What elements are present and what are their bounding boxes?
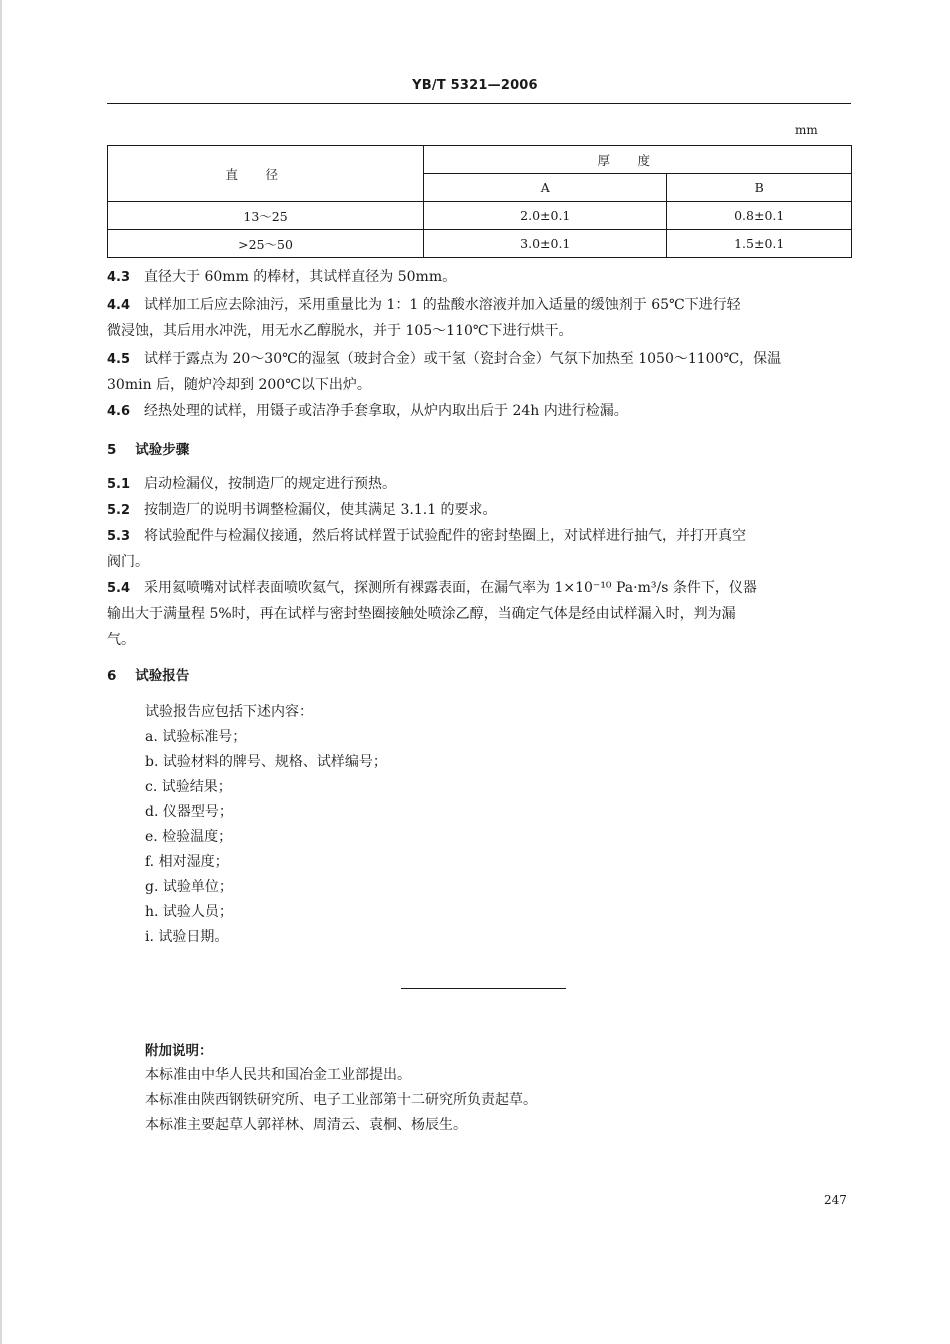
clause-4-5-cont: 30min 后，随炉冷却到 200℃以下出炉。	[107, 377, 371, 393]
clause-number: 5.2	[107, 503, 131, 518]
clause-text: 经热处理的试样，用镊子或洁净手套拿取，从炉内取出后于 24h 内进行检漏。	[144, 403, 628, 419]
clause-4-4-cont: 微浸蚀，其后用水冲洗，用无水乙醇脱水，并于 105～110℃下进行烘干。	[107, 323, 573, 339]
appendix-line: 本标准由中华人民共和国冶金工业部提出。	[145, 1067, 411, 1083]
clause-5-1	[107, 473, 396, 493]
clause-5-4-cont2: 气。	[107, 632, 135, 648]
clause-4-6	[107, 400, 628, 420]
clause-text: 按制造厂的说明书调整检漏仪，使其满足 3.1.1 的要求。	[144, 502, 497, 518]
clause-number: 4.3	[107, 270, 131, 285]
clause-5-3	[107, 525, 746, 545]
clause-5-4	[107, 577, 757, 597]
clause-5-4-cont: 输出大于满量程 5%时，再在试样与密封垫圈接触处喷涂乙醇，当确定气体是经由试样漏入时，判为漏	[107, 606, 736, 622]
section-number: 6	[107, 668, 117, 684]
cell-diameter: 13～25	[108, 202, 424, 230]
table-row	[108, 230, 852, 258]
scan-edge-shadow	[0, 0, 2, 1344]
cell-a: 3.0±0.1	[424, 230, 667, 258]
table-unit-label: mm	[795, 123, 818, 137]
report-item: f. 相对湿度；	[145, 854, 229, 870]
section-title: 试验步骤	[135, 442, 190, 458]
clause-4-4	[107, 294, 741, 314]
report-item: b. 试验材料的牌号、规格、试样编号；	[145, 754, 387, 770]
report-item: a. 试验标准号；	[145, 729, 247, 745]
header-diameter: 直径	[108, 146, 424, 202]
thickness-table	[107, 145, 852, 258]
clause-text: 将试验配件与检漏仪接通，然后将试样置于试验配件的密封垫圈上，对试样进行抽气，并打开真空	[144, 528, 747, 544]
clause-number: 4.5	[107, 352, 131, 367]
clause-text: 试样加工后应去除油污，采用重量比为 1：1 的盐酸水溶液并加入适量的缓蚀剂于 65℃下进行轻	[144, 297, 741, 313]
clause-4-5	[107, 348, 781, 368]
section-number: 5	[107, 442, 117, 458]
page-number: 247	[824, 1193, 847, 1207]
clause-text: 采用氦喷嘴对试样表面喷吹氦气，探测所有裸露表面，在漏气率为 1×10⁻¹⁰ Pa·m³/s 条件下，仪器	[144, 580, 757, 596]
report-item: c. 试验结果；	[145, 779, 232, 795]
clause-number: 4.4	[107, 298, 131, 313]
appendix-line: 本标准主要起草人郭祥林、周清云、袁桐、杨辰生。	[145, 1117, 467, 1133]
clause-4-3	[107, 266, 456, 286]
report-item: g. 试验单位；	[145, 879, 233, 895]
section-5-heading	[107, 438, 189, 458]
report-item: d. 仪器型号；	[145, 804, 233, 820]
clause-number: 4.6	[107, 404, 131, 419]
standard-code-header: YB/T 5321—2006	[412, 78, 538, 93]
clause-5-3-cont: 阀门。	[107, 554, 149, 570]
clause-number: 5.1	[107, 477, 131, 492]
section-6-heading	[107, 664, 189, 684]
clause-number: 5.3	[107, 529, 131, 544]
appendix-line: 本标准由陕西钢铁研究所、电子工业部第十二研究所负责起草。	[145, 1092, 537, 1108]
header-rule	[107, 103, 851, 104]
report-intro: 试验报告应包括下述内容：	[145, 704, 313, 720]
cell-a: 2.0±0.1	[424, 202, 667, 230]
clause-5-2	[107, 499, 497, 519]
cell-b: 0.8±0.1	[667, 202, 852, 230]
header-col-b: B	[667, 174, 852, 202]
cell-diameter: >25～50	[108, 230, 424, 258]
cell-b: 1.5±0.1	[667, 230, 852, 258]
clause-number: 5.4	[107, 581, 131, 596]
appendix-title: 附加说明：	[145, 1043, 213, 1059]
table-header-row	[108, 146, 852, 174]
clause-text: 直径大于 60mm 的棒材，其试样直径为 50mm。	[144, 269, 457, 285]
report-item: i. 试验日期。	[145, 929, 229, 945]
clause-text: 启动检漏仪，按制造厂的规定进行预热。	[144, 476, 397, 492]
section-title: 试验报告	[135, 668, 190, 684]
report-item: e. 检验温度；	[145, 829, 233, 845]
header-col-a: A	[424, 174, 667, 202]
table-row	[108, 202, 852, 230]
clause-text: 试样于露点为 20～30℃的湿氢（玻封合金）或干氢（瓷封合金）气氛下加热至 1050～1100℃，保温	[144, 351, 782, 367]
end-of-text-rule	[401, 988, 566, 989]
header-thickness: 厚度	[424, 146, 852, 174]
report-item: h. 试验人员；	[145, 904, 233, 920]
